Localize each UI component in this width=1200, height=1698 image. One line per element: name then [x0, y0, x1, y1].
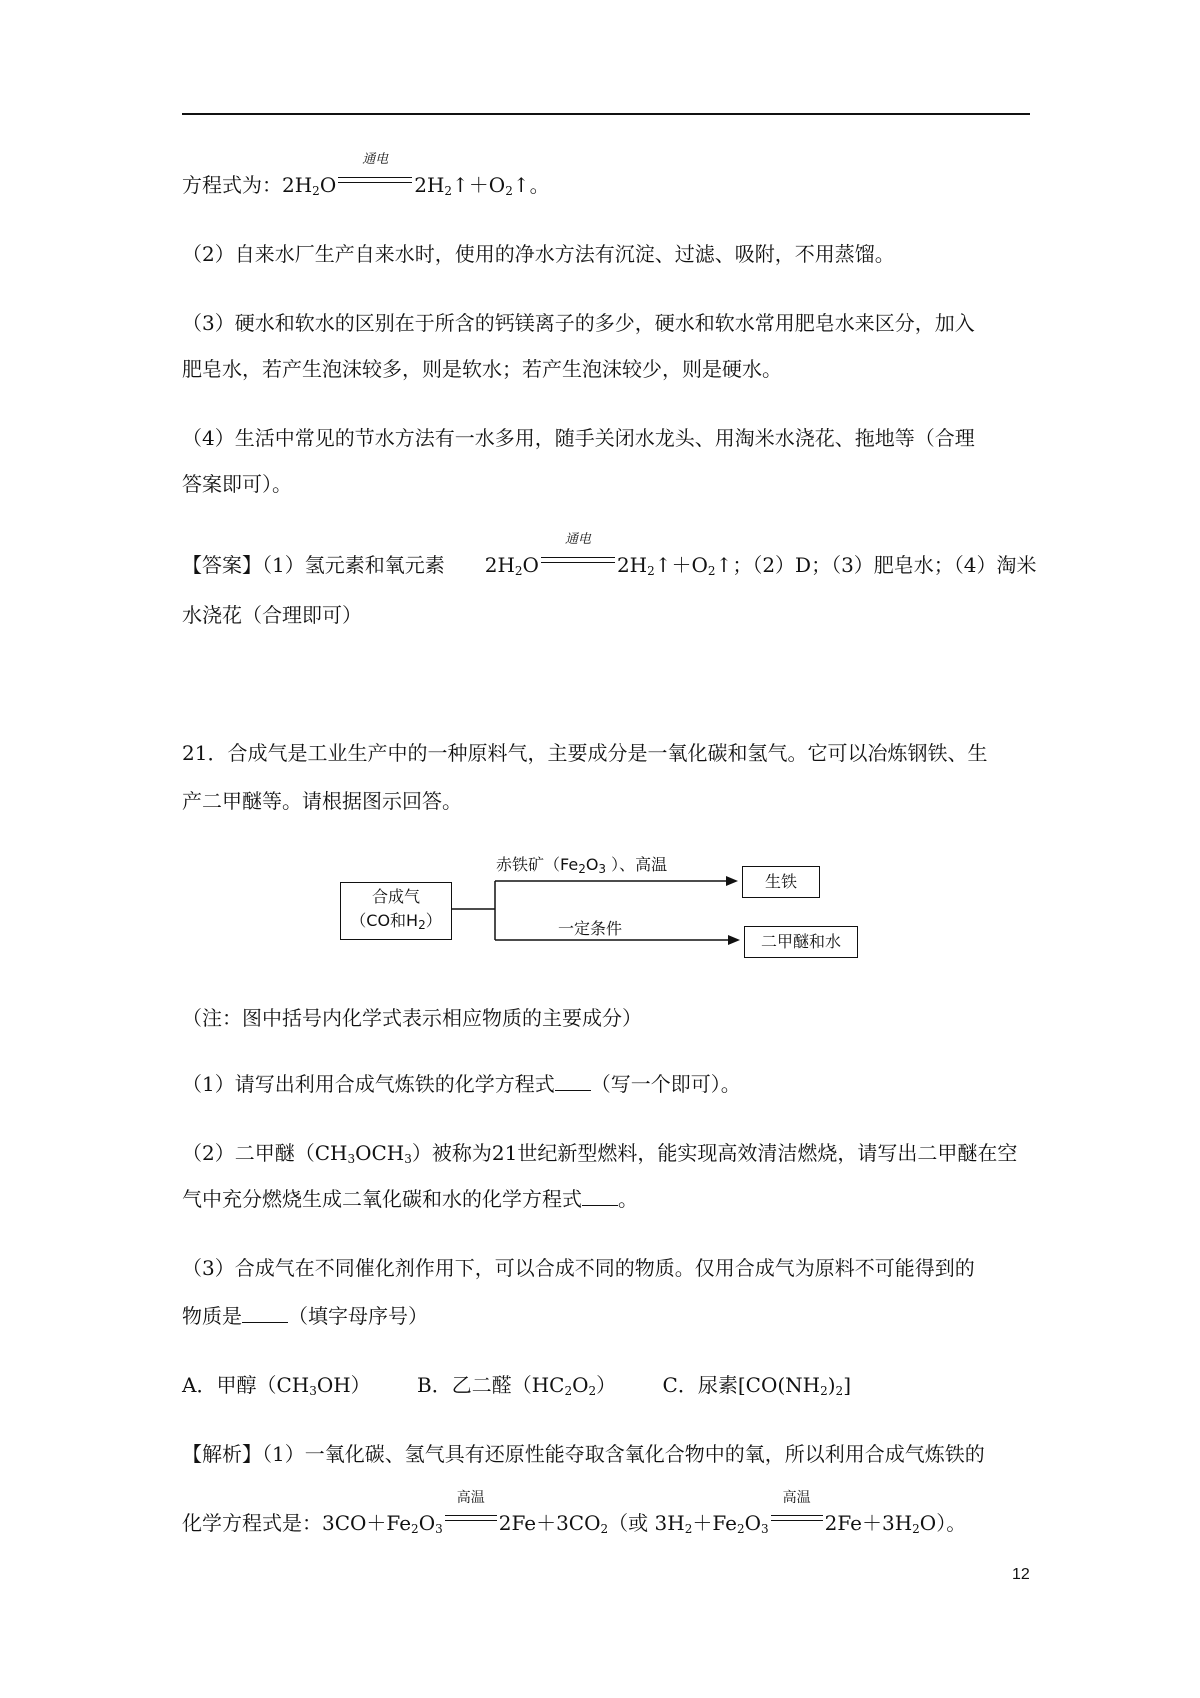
- text: ↑。: [512, 173, 550, 197]
- text: ）: [596, 1373, 617, 1397]
- subscript: 2: [588, 1384, 597, 1398]
- syngas-box: [340, 882, 452, 940]
- lower-arrow-label: 一定条件: [558, 919, 623, 938]
- header-rule: [182, 113, 1030, 115]
- paragraph-3b: 肥皂水，若产生泡沫较多，则是软水；若产生泡沫较少，则是硬水。: [182, 357, 782, 381]
- text: 2H: [484, 553, 515, 577]
- text: 化学方程式是：3CO＋Fe: [182, 1511, 412, 1535]
- reaction-condition: 通电: [362, 152, 389, 167]
- subscript: 2: [312, 184, 320, 198]
- text: 赤铁矿（Fe: [496, 855, 579, 874]
- question-21-part-1: [182, 1061, 1032, 1107]
- reaction-arrow: [541, 532, 615, 572]
- paragraph-4b: 答案即可）。: [182, 472, 292, 496]
- text: ): [827, 1373, 836, 1397]
- text: 2Fe＋3CO: [498, 1511, 601, 1535]
- option-a: [182, 1373, 371, 1397]
- analysis-label: 【解析】: [182, 1442, 262, 1466]
- syngas-composition: [341, 909, 451, 933]
- answer-blank: [242, 1304, 288, 1323]
- subscript: 2: [564, 1384, 573, 1398]
- text: O: [572, 1373, 589, 1397]
- question-21-intro-a: 21．合成气是工业生产中的一种原料气，主要成分是一氧化碳和氢气。它可以冶炼钢铁、生: [182, 741, 988, 765]
- text: （1）氢元素和氧元素: [262, 553, 445, 577]
- question-21-intro-b: 产二甲醚等。请根据图示回答。: [182, 789, 462, 813]
- answer-blank: [555, 1072, 591, 1091]
- paragraph-3a: （3）硬水和软水的区别在于所含的钙镁离子的多少，硬水和软水常用肥皂水来区分，加入: [182, 311, 975, 335]
- text: （或 3H: [608, 1511, 685, 1535]
- syngas-label: 合成气: [371, 887, 420, 906]
- question-21-part-3b: [182, 1293, 1032, 1339]
- subscript: 2: [647, 564, 655, 578]
- reaction-condition: 高温: [456, 1490, 485, 1506]
- subscript: 3: [347, 1152, 356, 1166]
- text: ↑＋O: [452, 173, 506, 197]
- subscript: 2: [820, 1384, 828, 1398]
- text: O: [744, 1511, 761, 1535]
- subscript: 2: [912, 1522, 920, 1536]
- upper-arrowhead: [726, 876, 738, 886]
- dimethyl-ether-box: 二甲醚和水: [744, 926, 858, 958]
- process-diagram: [340, 852, 860, 962]
- reaction-arrow: [445, 1490, 497, 1530]
- upper-arrow-label: [496, 852, 667, 875]
- answer-line-2: 水浇花（合理即可）: [182, 603, 362, 627]
- text: 。: [618, 1187, 638, 1211]
- text: （2）二甲醚（CH: [182, 1141, 348, 1165]
- subscript: 2: [505, 184, 513, 198]
- subscript: 2: [514, 564, 523, 578]
- subscript: 3: [761, 1522, 769, 1536]
- subscript: 3: [598, 862, 607, 876]
- subscript: 2: [736, 1522, 745, 1536]
- analysis-21-line-2: [182, 1490, 1032, 1546]
- lower-arrowhead: [728, 935, 740, 945]
- subscript: 3: [309, 1384, 317, 1398]
- reaction-condition: 通电: [564, 532, 591, 547]
- subscript: 2: [411, 1522, 419, 1536]
- options-line: [182, 1362, 1032, 1408]
- text: ]: [843, 1373, 851, 1397]
- text: O）。: [919, 1511, 967, 1535]
- subscript: 2: [418, 918, 426, 932]
- text: OCH: [355, 1141, 405, 1165]
- text: 2Fe＋3H: [824, 1511, 913, 1535]
- paragraph-2: （2）自来水厂生产自来水时，使用的净水方法有沉淀、过滤、吸附，不用蒸馏。: [182, 242, 895, 266]
- text: （1）请写出利用合成气炼铁的化学方程式: [182, 1072, 555, 1096]
- subscript: 3: [404, 1152, 412, 1166]
- diagram-note: （注：图中括号内化学式表示相应物质的主要成分）: [182, 1006, 642, 1030]
- answer-label: 【答案】: [182, 553, 262, 577]
- text: （写一个即可）。: [590, 1072, 741, 1096]
- subscript: 2: [444, 184, 453, 198]
- text: 方程式为：2H: [182, 173, 313, 197]
- analysis-21-line-1: [182, 1431, 1032, 1477]
- subscript: 2: [835, 1384, 844, 1398]
- text: 物质是: [182, 1304, 242, 1328]
- reaction-arrow: [771, 1490, 823, 1530]
- text: ↑；（2）D；（3）肥皂水；（4）淘米: [715, 553, 1037, 577]
- text: C．尿素[CO(NH: [662, 1373, 821, 1397]
- text: O: [319, 173, 337, 197]
- answer-blank: [582, 1187, 618, 1206]
- text: O: [522, 553, 539, 577]
- subscript: 2: [578, 862, 586, 876]
- page-number: 12: [1012, 1566, 1030, 1583]
- text: （CO和H: [350, 911, 419, 930]
- answer-line: [182, 532, 1037, 588]
- reaction-arrow: [338, 152, 412, 192]
- text: 2H: [414, 173, 445, 197]
- text: A．甲醇（CH: [182, 1373, 310, 1397]
- text: ）: [425, 911, 442, 930]
- text: OH）: [316, 1373, 371, 1397]
- subscript: 2: [600, 1522, 609, 1536]
- text: （1）一氧化碳、氢气具有还原性能夺取含氧化合物中的氧，所以利用合成气炼铁的: [262, 1442, 985, 1466]
- text: O: [418, 1511, 436, 1535]
- text: （填字母序号）: [288, 1304, 428, 1328]
- subscript: 2: [707, 564, 716, 578]
- text: ↑＋O: [654, 553, 708, 577]
- text: B．乙二醛（HC: [417, 1373, 565, 1397]
- equation-line: [182, 152, 1032, 208]
- text: 气中充分燃烧生成二氧化碳和水的化学方程式: [182, 1187, 582, 1211]
- question-21-part-3a: （3）合成气在不同催化剂作用下，可以合成不同的物质。仅用合成气为原料不可能得到的: [182, 1256, 975, 1280]
- reaction-condition: 高温: [782, 1490, 811, 1506]
- paragraph-4a: （4）生活中常见的节水方法有一水多用，随手关闭水龙头、用淘米水浇花、拖地等（合理: [182, 426, 975, 450]
- subscript: 3: [435, 1522, 443, 1536]
- pig-iron-box: 生铁: [742, 866, 820, 898]
- option-c: [663, 1373, 851, 1397]
- text: 2H: [616, 553, 648, 577]
- text: O: [585, 855, 599, 874]
- text: ＋Fe: [692, 1511, 737, 1535]
- question-21-part-2b: [182, 1176, 1032, 1222]
- text: ）、高温: [606, 855, 668, 874]
- subscript: 2: [684, 1522, 693, 1536]
- option-b: [417, 1373, 616, 1397]
- question-21-part-2a: [182, 1130, 1032, 1176]
- text: ）被称为21世纪新型燃料，能实现高效清洁燃烧，请写出二甲醚在空: [411, 1141, 1018, 1165]
